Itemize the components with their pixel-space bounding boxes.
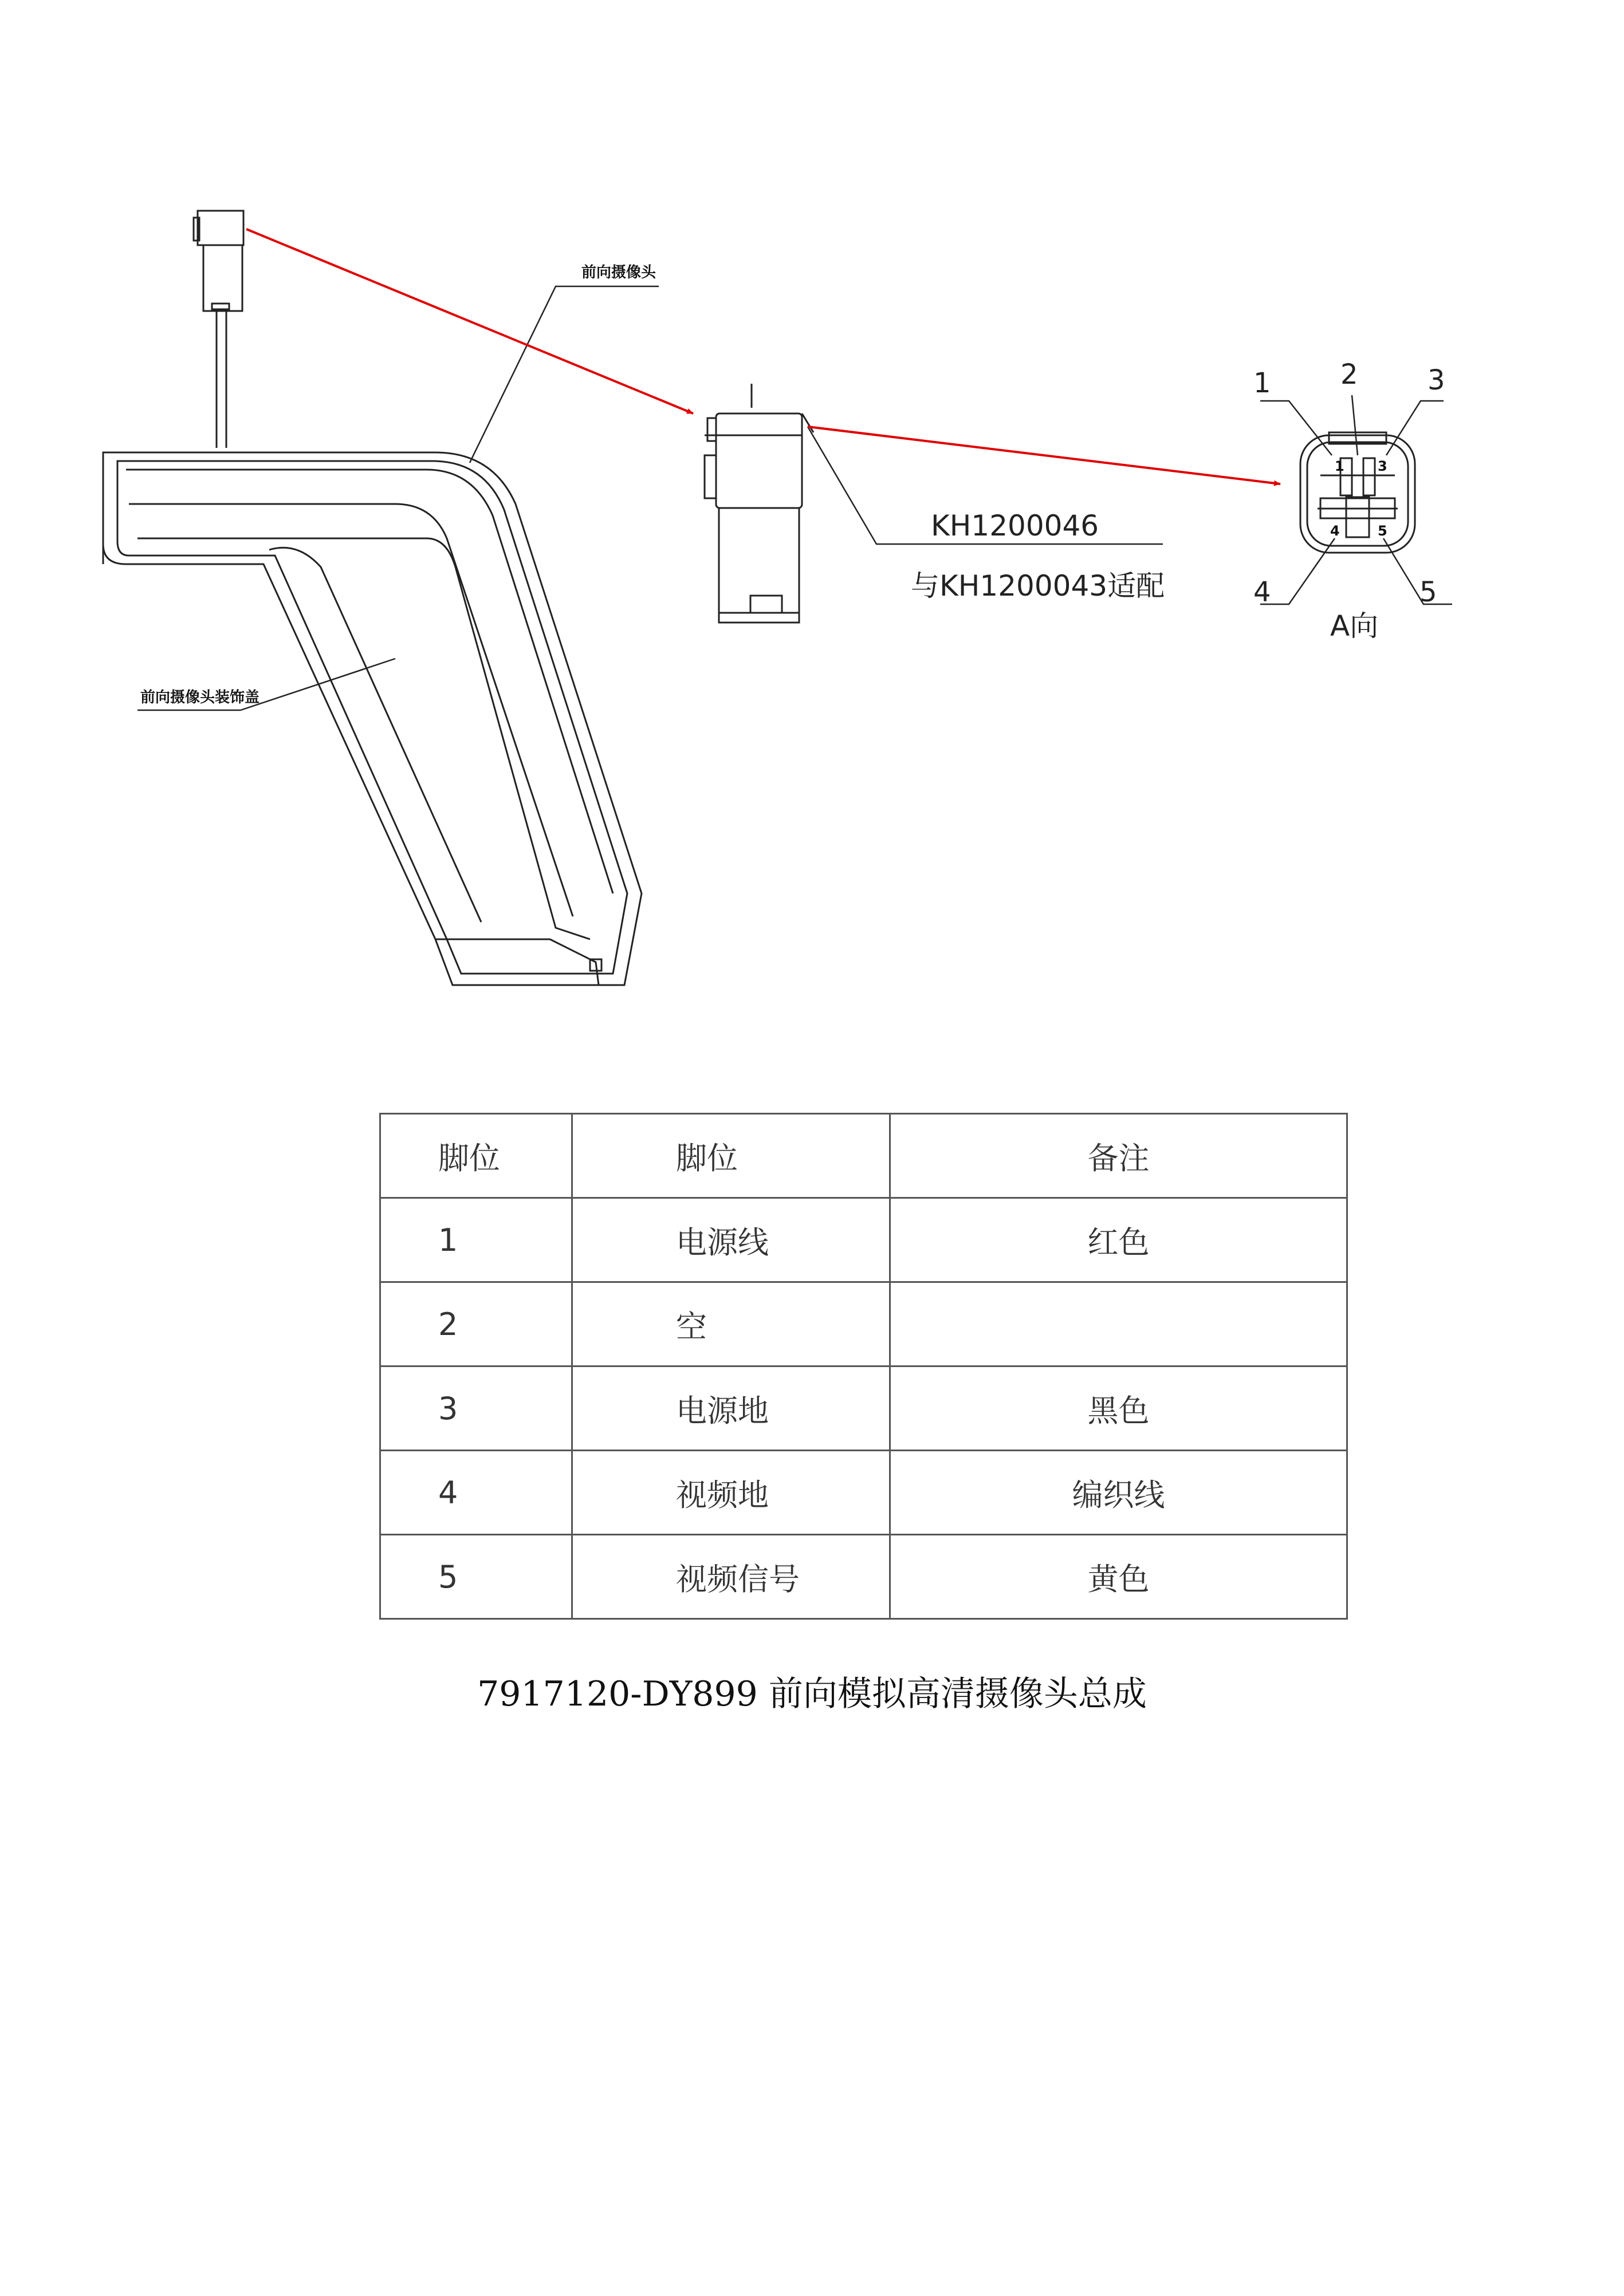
connector-side-view [705, 384, 813, 623]
cell-pin: 4 [380, 1451, 572, 1535]
pin-callout-3: 3 [1428, 364, 1445, 396]
cell-pin: 5 [380, 1535, 572, 1619]
pin-4-inner: 4 [1330, 523, 1340, 539]
pin-callout-2: 2 [1340, 359, 1358, 391]
cell-remark: 黄色 [890, 1535, 1347, 1619]
cell-function: 视频地 [572, 1451, 890, 1535]
header-remark: 备注 [890, 1114, 1347, 1198]
arrow-plug-to-connector [246, 229, 693, 413]
camera-label: 前向摄像头 [581, 264, 656, 281]
pin-callout-1: 1 [1253, 367, 1271, 399]
cell-remark: 红色 [890, 1198, 1347, 1282]
table-row [380, 1535, 1347, 1619]
cell-pin: 3 [380, 1366, 572, 1451]
camera-housing [103, 452, 642, 985]
mating-note: 与KH1200043适配 [911, 569, 1165, 602]
view-label: A向 [1330, 609, 1379, 643]
table-row [380, 1282, 1347, 1366]
camera-assembly-drawing [0, 0, 1624, 1031]
pin-callout-5: 5 [1419, 576, 1437, 608]
pin-5-inner: 5 [1378, 523, 1387, 539]
cover-label: 前向摄像头装饰盖 [140, 689, 260, 706]
cell-function: 电源地 [572, 1366, 890, 1451]
table-row [380, 1366, 1347, 1451]
pin-3-inner: 3 [1378, 458, 1387, 474]
document-caption: 7917120-DY899 前向模拟高清摄像头总成 [477, 1674, 1147, 1714]
cell-remark: 黑色 [890, 1366, 1347, 1451]
cell-remark [890, 1282, 1347, 1366]
table-row [380, 1198, 1347, 1282]
part-number: KH1200046 [931, 509, 1099, 542]
table-header-row [380, 1114, 1347, 1198]
cell-function: 视频信号 [572, 1535, 890, 1619]
header-pin-function: 脚位 [572, 1114, 890, 1198]
pin-table [379, 1113, 1348, 1620]
arrow-connector-to-a-view [808, 427, 1280, 484]
table-row [380, 1451, 1347, 1535]
cable-plug [194, 211, 243, 448]
cell-pin: 1 [380, 1198, 572, 1282]
cell-remark: 编织线 [890, 1451, 1347, 1535]
cell-pin: 2 [380, 1282, 572, 1366]
cell-function: 空 [572, 1282, 890, 1366]
header-pin: 脚位 [380, 1114, 572, 1198]
cell-function: 电源线 [572, 1198, 890, 1282]
pin-1-inner: 1 [1335, 458, 1344, 474]
pin-callout-4: 4 [1253, 576, 1271, 608]
